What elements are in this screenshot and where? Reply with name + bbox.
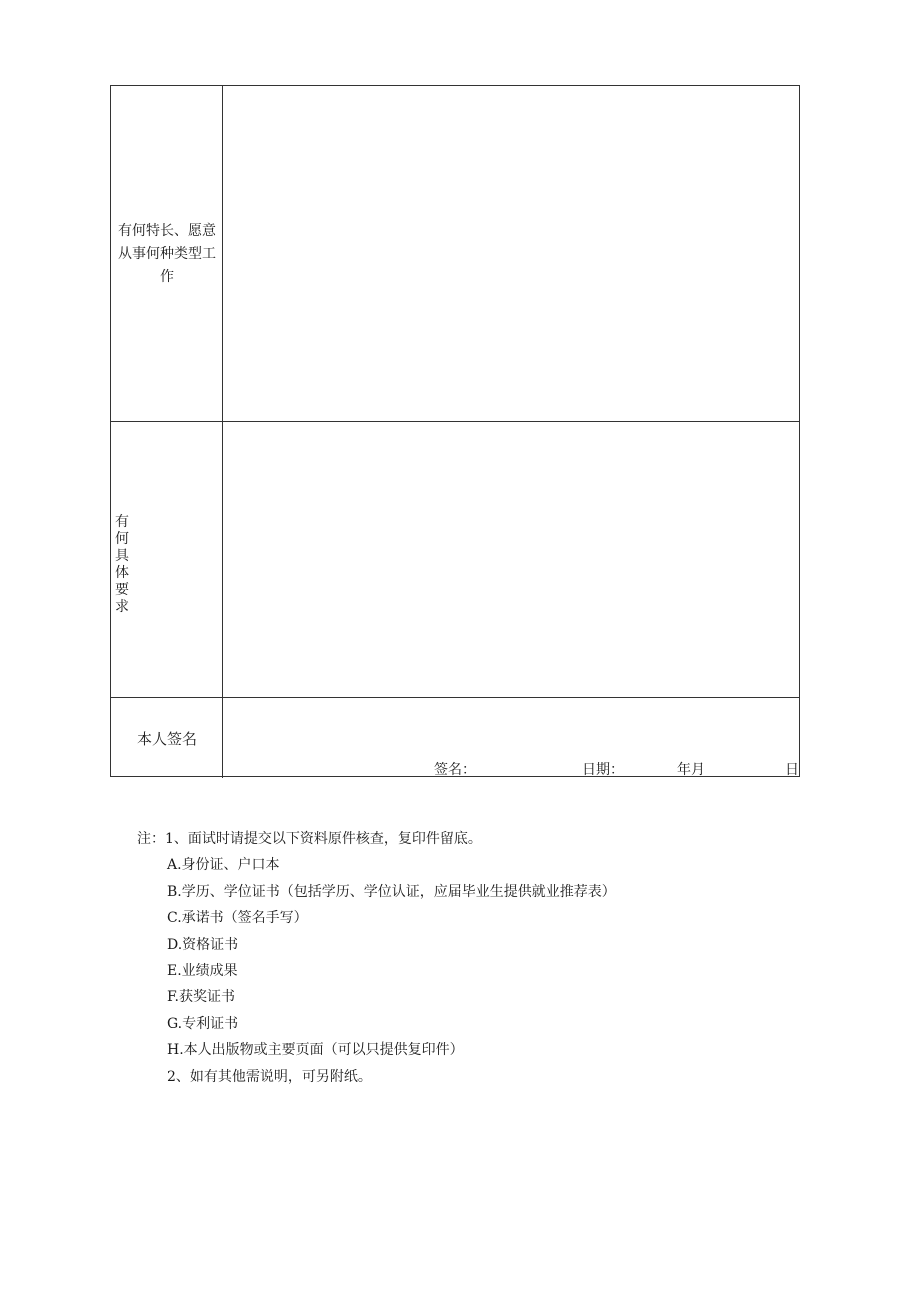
requirements-label-char: 具 [115, 548, 129, 564]
requirements-row [111, 422, 799, 698]
specialty-row [111, 86, 799, 422]
requirements-label-char: 求 [115, 599, 129, 615]
notes-item: A.身份证、户口本 [167, 857, 280, 874]
requirements-label [115, 514, 131, 616]
notes-item: H.本人出版物或主要页面（可以只提供复印件） [167, 1042, 464, 1059]
requirements-label-char: 有 [115, 514, 129, 530]
notes-intro: 注：1、面试时请提交以下资料原件核查，复印件留底。 [137, 831, 482, 847]
specialty-label-line-3: 作 [160, 269, 174, 285]
application-form-table [110, 85, 800, 777]
requirements-label-cell [111, 422, 223, 697]
notes-item: D.资格证书 [167, 936, 239, 953]
notes-item: C.承诺书（签名手写） [167, 910, 308, 927]
specialty-label-line-2: 从事何种类型工 [118, 246, 216, 262]
requirements-label-char: 要 [115, 582, 129, 598]
day-label: 日 [785, 762, 799, 778]
specialty-label-line-1: 有何特长、愿意 [118, 223, 216, 239]
sign-label: 签名： [434, 762, 476, 778]
specialty-value-cell[interactable] [223, 86, 799, 421]
date-label: 日期： [582, 762, 624, 778]
signature-value-cell[interactable] [223, 698, 799, 778]
notes-item: G.专利证书 [167, 1015, 239, 1032]
requirements-value-cell[interactable] [223, 422, 799, 697]
notes-second: 2、如有其他需说明，可另附纸。 [167, 1068, 372, 1085]
requirements-label-char: 何 [115, 531, 129, 547]
notes-section [137, 826, 777, 1090]
notes-item: B.学历、学位证书（包括学历、学位认证，应届毕业生提供就业推荐表） [167, 883, 616, 900]
notes-item: E.业绩成果 [167, 963, 238, 980]
specialty-label [111, 220, 223, 289]
specialty-label-cell [111, 86, 223, 421]
signature-row [111, 698, 799, 778]
signature-label-cell [111, 698, 223, 778]
notes-item: F.获奖证书 [167, 989, 235, 1006]
signature-label: 本人签名 [136, 730, 197, 748]
year-month-label: 年月 [677, 762, 705, 778]
requirements-label-char: 体 [115, 565, 129, 581]
